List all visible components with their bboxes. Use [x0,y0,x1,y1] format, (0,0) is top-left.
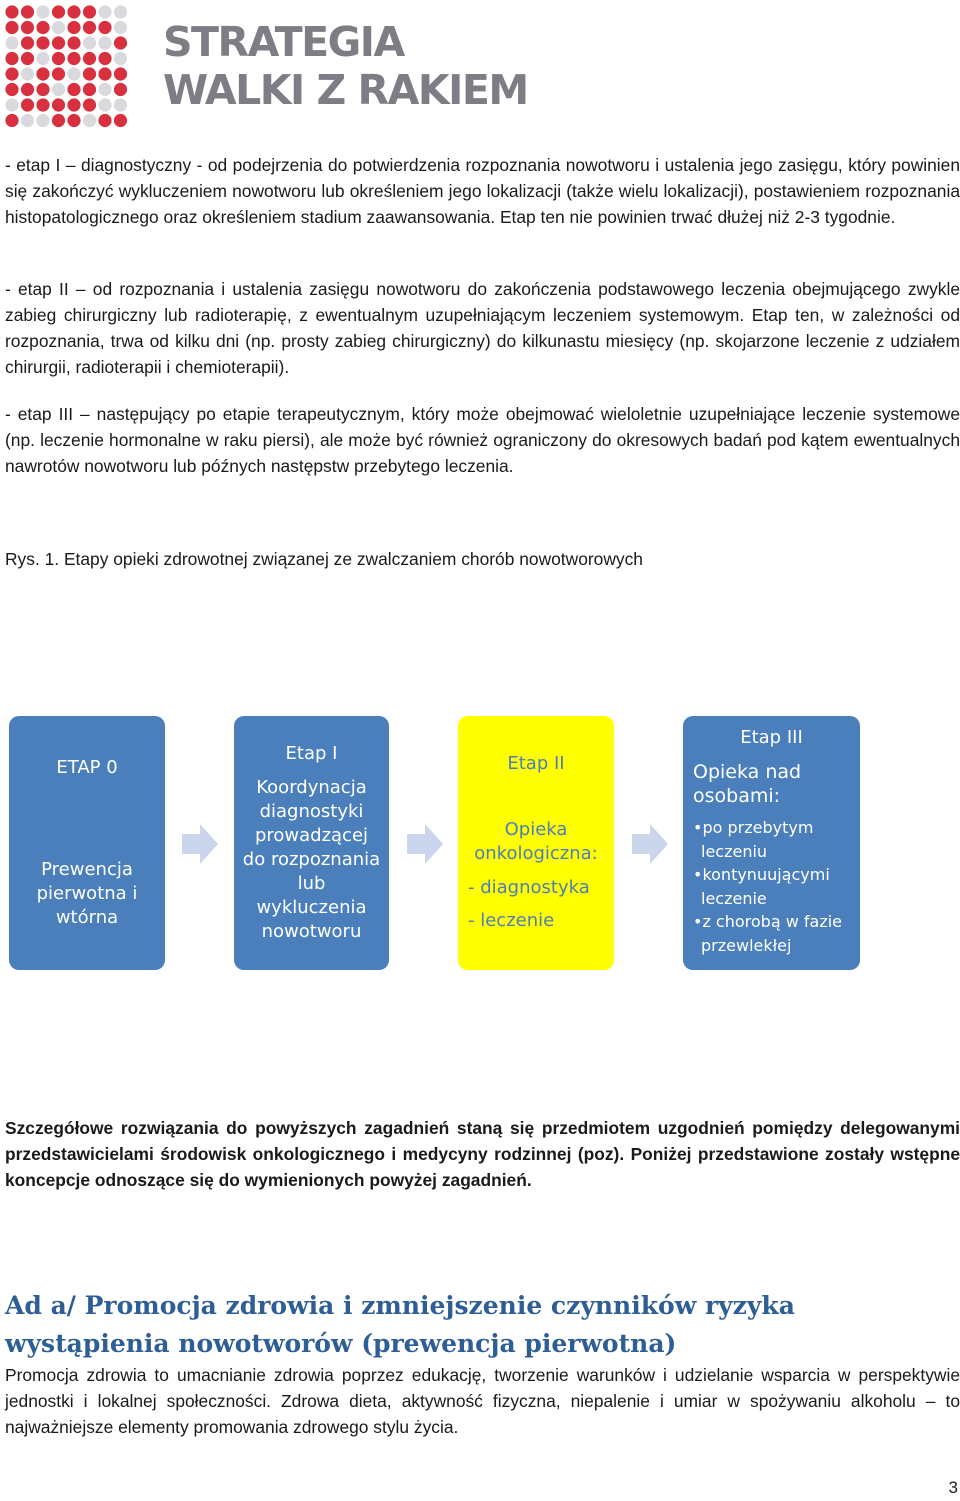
stage-box-3 [683,716,860,970]
stage-1-line: do rozpoznania [242,849,381,870]
stage-1-line: nowotworu [261,921,362,942]
stage-box-2 [458,716,614,970]
stage-1-body [234,776,389,944]
stage-3-item: •z chorobą w fazie [693,912,843,932]
stage-3-list [693,816,842,958]
stage-0-line: Prewencja [41,859,133,880]
stage-box-0 [9,716,165,970]
stage-3-line: Opieka nad [693,761,802,783]
arrow-right-icon [632,824,668,864]
stage-1-line: diagnostyki [259,801,364,822]
stage-3-item: leczenie [701,888,767,908]
stage-3-item: przewlekłej [701,935,792,955]
logo-dots-icon [4,4,132,128]
stage-2-item: - diagnostyka [468,877,590,898]
stage-3-item: •po przebytym [693,818,814,837]
paragraph-etap-3: - etap III – następujący po etapie terapeutycznym, który może obejmować wieloletnie uzupełniające leczenie systemowe (np. leczenie hormonalne w raku piersi), ale może być również ograniczony do okresowych badań pod kątem ewentualnych nawrotów nowotworu lub późnych następstw przebytego leczenia. [5,404,960,476]
stage-0-line: wtórna [55,907,119,928]
stage-1-line: prowadzącej [254,825,369,846]
stage-1-line: wykluczenia [256,897,367,918]
stage-3-body [693,760,801,808]
logo-line-2: WALKI Z RAKIEM [163,66,528,114]
stage-3-title: Etap III [740,727,803,748]
stage-box-1 [234,716,389,970]
stage-0-line: pierwotna i [36,883,138,904]
stage-1-line: lub [297,873,326,894]
stage-1-line: Koordynacja [256,777,367,798]
stage-2-title: Etap II [507,753,565,774]
stage-2-line: Opieka [504,819,568,840]
summary-paragraph: Szczegółowe rozwiązania do powyższych zagadnień staną się przedmiotem uzgodnień pomiędzy delegowanymi przedstawicielami środowisk onkologicznego i medycyny rodzinnej (poz). Poniżej przedstawione zostały wstępne koncepcje odnoszące się do wymienionych powyżej zagadnień. [5,1118,960,1190]
paragraph-etap-2: - etap II – od rozpoznania i ustalenia zasięgu nowotworu do zakończenia podstawowego leczenia obejmującego zwykle zabieg chirurgiczny lub radioterapię, z ewentualnym uzupełniającym leczeniem systemowym. Etap ten, w zależności od rozpoznania, trwa od kilku dni (np. prosty zabieg chirurgiczny) do kilkunastu miesięcy (np. skojarzone leczenie z udziałem chirurgii, radioterapii i chemioterapii). [5,279,960,377]
stage-2-line: onkologiczna: [474,843,598,864]
figure-caption: Rys. 1. Etapy opieki zdrowotnej związanej ze zwalczaniem chorób nowotworowych [5,549,643,569]
stage-0-body [9,858,165,930]
arrow-right-icon [407,824,443,864]
stage-3-item: •kontynuującymi [693,865,830,885]
stage-0-title: ETAP 0 [56,757,118,778]
paragraph-etap-1: - etap I – diagnostyczny - od podejrzenia do potwierdzenia rozpoznania nowotworu i ustalenia jego zasięgu, który powinien się zakończyć wykluczeniem nowotworu lub określeniem jego lokalizacji (także wielu lokalizacji), postawieniem rozpoznania histopatologicznego oraz określeniem stadium zaawansowania. Etap ten nie powinien trwać dłużej niż 2-3 tygodnie. [5,155,960,227]
stage-2-item: - leczenie [468,910,555,931]
section-heading: Ad a/ Promocja zdrowia i zmniejszenie czynników ryzyka wystąpienia nowotworów (prewencja pierwotna) [5,1291,795,1358]
stage-3-line: osobami: [693,785,781,807]
arrow-right-icon [182,824,218,864]
page-number: 3 [948,1478,958,1497]
section-body: Promocja zdrowia to umacnianie zdrowia poprzez edukację, tworzenie warunków i udzielanie wsparcia w perspektywie jednostki i lokalnej społeczności. Zdrowa dieta, aktywność fizyczna, niepalenie i umiar w spożywaniu alkoholu – to najważniejsze elementy promowania zdrowego stylu życia. [5,1365,960,1437]
stage-3-item: leczeniu [701,841,768,861]
stage-2-body [458,818,614,866]
logo-line-1: STRATEGIA [163,18,404,66]
stage-1-title: Etap I [285,743,338,764]
logo-wordmark [163,18,528,114]
